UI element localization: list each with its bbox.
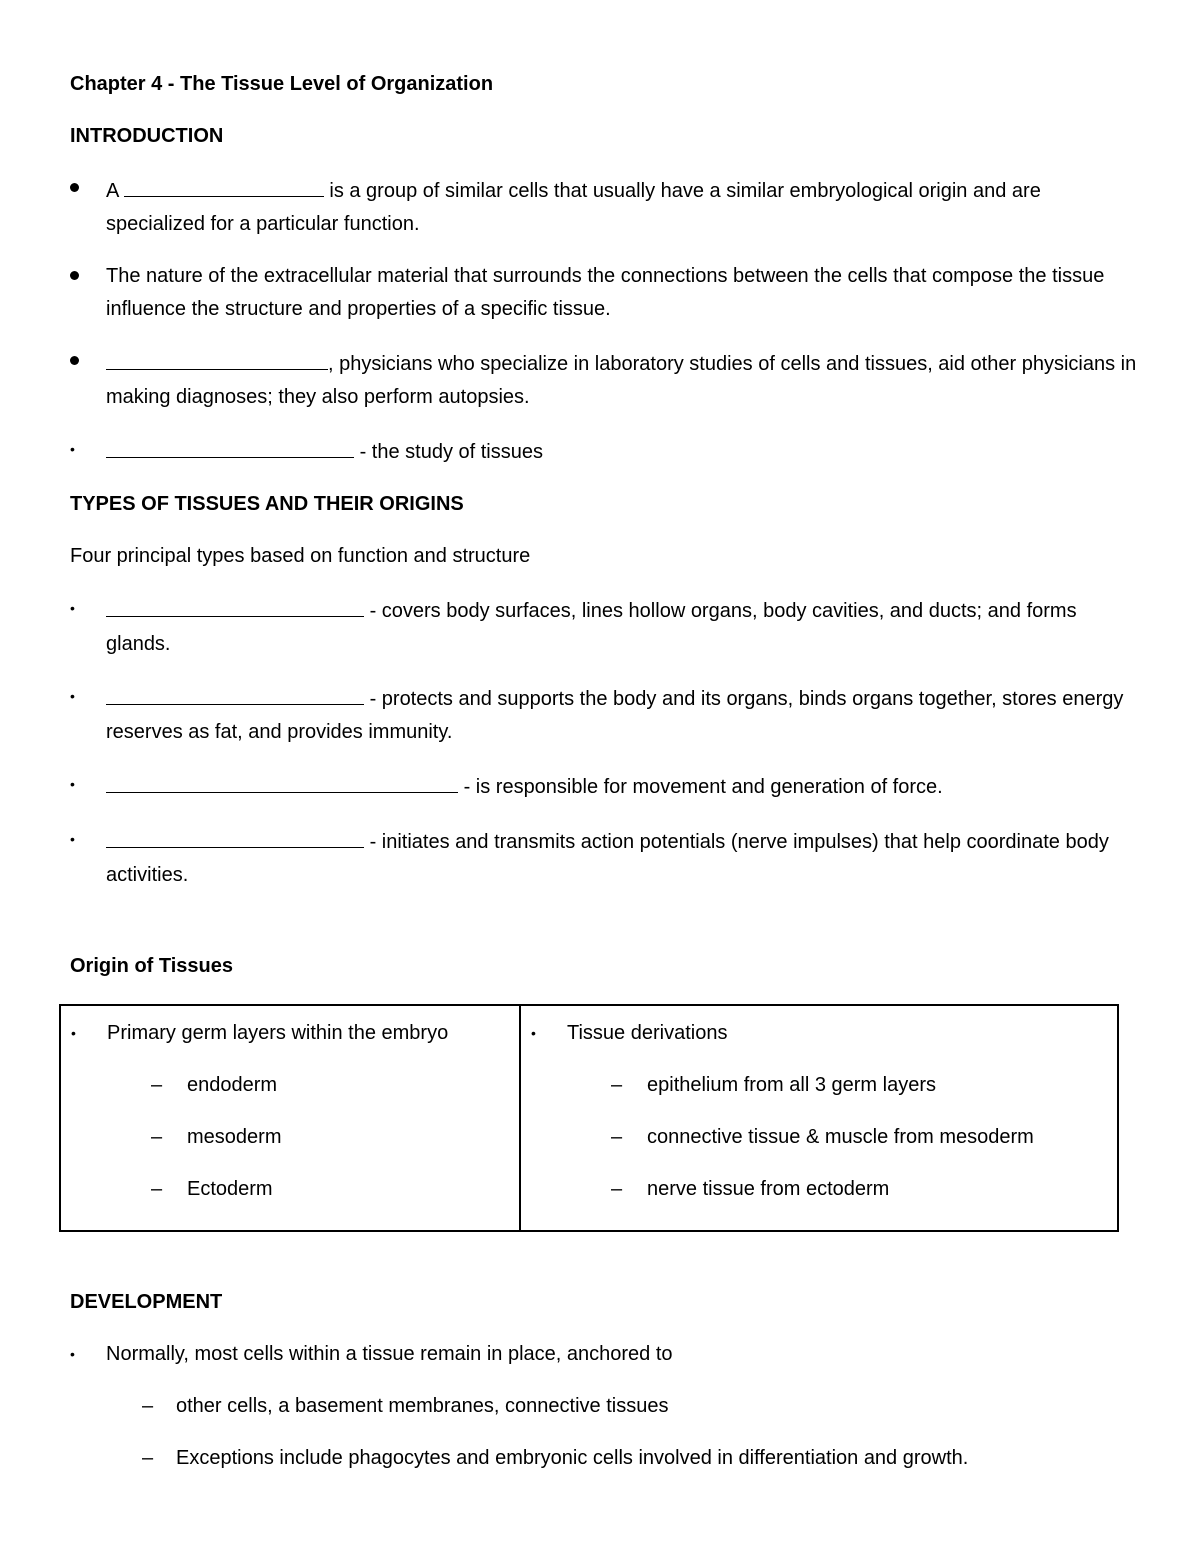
item-text: other cells, a basement membranes, connective tissues bbox=[176, 1395, 669, 1417]
item-text: epithelium from all 3 germ layers bbox=[647, 1074, 936, 1096]
item-text: - protects and supports the body and its organs, binds organs together, stores energy reserves as fat, and provides immunity. bbox=[106, 688, 1124, 743]
section-heading-development: DEVELOPMENT bbox=[70, 1291, 223, 1313]
item-text: endoderm bbox=[187, 1074, 278, 1096]
fill-in-blank bbox=[106, 768, 458, 793]
item-text: - the study of tissues bbox=[359, 441, 543, 463]
list-item bbox=[70, 345, 1140, 414]
dash-icon: – bbox=[611, 1178, 623, 1200]
dash-icon: – bbox=[142, 1447, 154, 1469]
development-section bbox=[70, 1286, 1140, 1494]
item-text: - initiates and transmits action potentials (nerve impulses) that help coordinate body activities. bbox=[106, 831, 1109, 886]
item-text: - covers body surfaces, lines hollow organs, body cavities, and ducts; and forms glands. bbox=[106, 600, 1077, 655]
dash-icon: – bbox=[151, 1126, 163, 1148]
fill-in-blank bbox=[106, 345, 328, 370]
dash-icon: – bbox=[611, 1074, 623, 1096]
bullet-icon: • bbox=[70, 831, 75, 847]
bullet-icon: • bbox=[70, 600, 75, 616]
item-text: connective tissue & muscle from mesoderm bbox=[647, 1126, 1034, 1148]
item-text: Normally, most cells within a tissue remain in place, anchored to bbox=[106, 1343, 673, 1365]
bullet-icon: • bbox=[70, 688, 75, 704]
list-item bbox=[71, 1173, 519, 1206]
item-text: - is responsible for movement and generation of force. bbox=[463, 776, 943, 798]
bullet-icon: • bbox=[70, 776, 75, 792]
list-item bbox=[70, 823, 1140, 892]
list-item bbox=[70, 1338, 1140, 1371]
list-item bbox=[531, 1121, 1117, 1154]
dash-icon: – bbox=[142, 1395, 154, 1417]
fill-in-blank bbox=[106, 823, 364, 848]
list-item bbox=[531, 1173, 1117, 1206]
list-item bbox=[70, 172, 1140, 241]
item-text: , physicians who specialize in laboratory studies of cells and tissues, aid other physicians in making diagnoses; they also perform autopsies. bbox=[106, 353, 1137, 408]
bullet-icon bbox=[70, 172, 90, 205]
bullet-icon bbox=[70, 260, 90, 293]
bullet-icon: • bbox=[531, 1025, 536, 1041]
section-heading-types: TYPES OF TISSUES AND THEIR ORIGINS bbox=[70, 493, 464, 515]
list-item bbox=[70, 592, 1140, 661]
list-item bbox=[70, 1390, 1140, 1423]
section-heading-introduction: INTRODUCTION bbox=[70, 125, 224, 147]
list-item bbox=[70, 1442, 1140, 1475]
dash-icon: – bbox=[151, 1178, 163, 1200]
list-item bbox=[70, 433, 1140, 469]
item-text: is a group of similar cells that usually have a similar embryological origin and are specialized for a particular function. bbox=[106, 180, 1041, 235]
list-item bbox=[71, 1121, 519, 1154]
germ-layers-column bbox=[61, 1006, 521, 1230]
page-title: Chapter 4 - The Tissue Level of Organization bbox=[70, 73, 494, 95]
item-text: Ectoderm bbox=[187, 1178, 273, 1200]
section-heading-origin: Origin of Tissues bbox=[70, 955, 233, 977]
bullet-icon bbox=[70, 345, 90, 378]
list-item bbox=[531, 1069, 1117, 1102]
item-text: mesoderm bbox=[187, 1126, 282, 1148]
document-body bbox=[70, 68, 1140, 911]
item-text: Exceptions include phagocytes and embryonic cells involved in differentiation and growth. bbox=[176, 1447, 969, 1469]
item-text: nerve tissue from ectoderm bbox=[647, 1178, 890, 1200]
list-item bbox=[70, 768, 1140, 804]
item-text: The nature of the extracellular material that surrounds the connections between the cells that compose the tissue influence the structure and properties of a specific tissue. bbox=[106, 265, 1105, 320]
column-title-item bbox=[71, 1017, 519, 1050]
bullet-icon: • bbox=[70, 1346, 75, 1362]
fill-in-blank bbox=[124, 172, 324, 197]
fill-in-blank bbox=[106, 592, 364, 617]
dash-icon: – bbox=[611, 1126, 623, 1148]
item-text-prefix: A bbox=[106, 180, 119, 202]
column-title: Tissue derivations bbox=[567, 1022, 728, 1044]
list-item bbox=[71, 1069, 519, 1102]
fill-in-blank bbox=[106, 433, 354, 458]
list-item bbox=[70, 260, 1140, 326]
fill-in-blank bbox=[106, 680, 364, 705]
bullet-icon: • bbox=[70, 441, 75, 457]
dash-icon: – bbox=[151, 1074, 163, 1096]
column-title-item bbox=[531, 1017, 1117, 1050]
bullet-icon: • bbox=[71, 1025, 76, 1041]
tissue-derivations-column bbox=[521, 1006, 1117, 1230]
section-lead: Four principal types based on function and structure bbox=[70, 545, 531, 567]
column-title: Primary germ layers within the embryo bbox=[107, 1022, 449, 1044]
list-item bbox=[70, 680, 1140, 749]
origin-table bbox=[59, 1004, 1119, 1232]
